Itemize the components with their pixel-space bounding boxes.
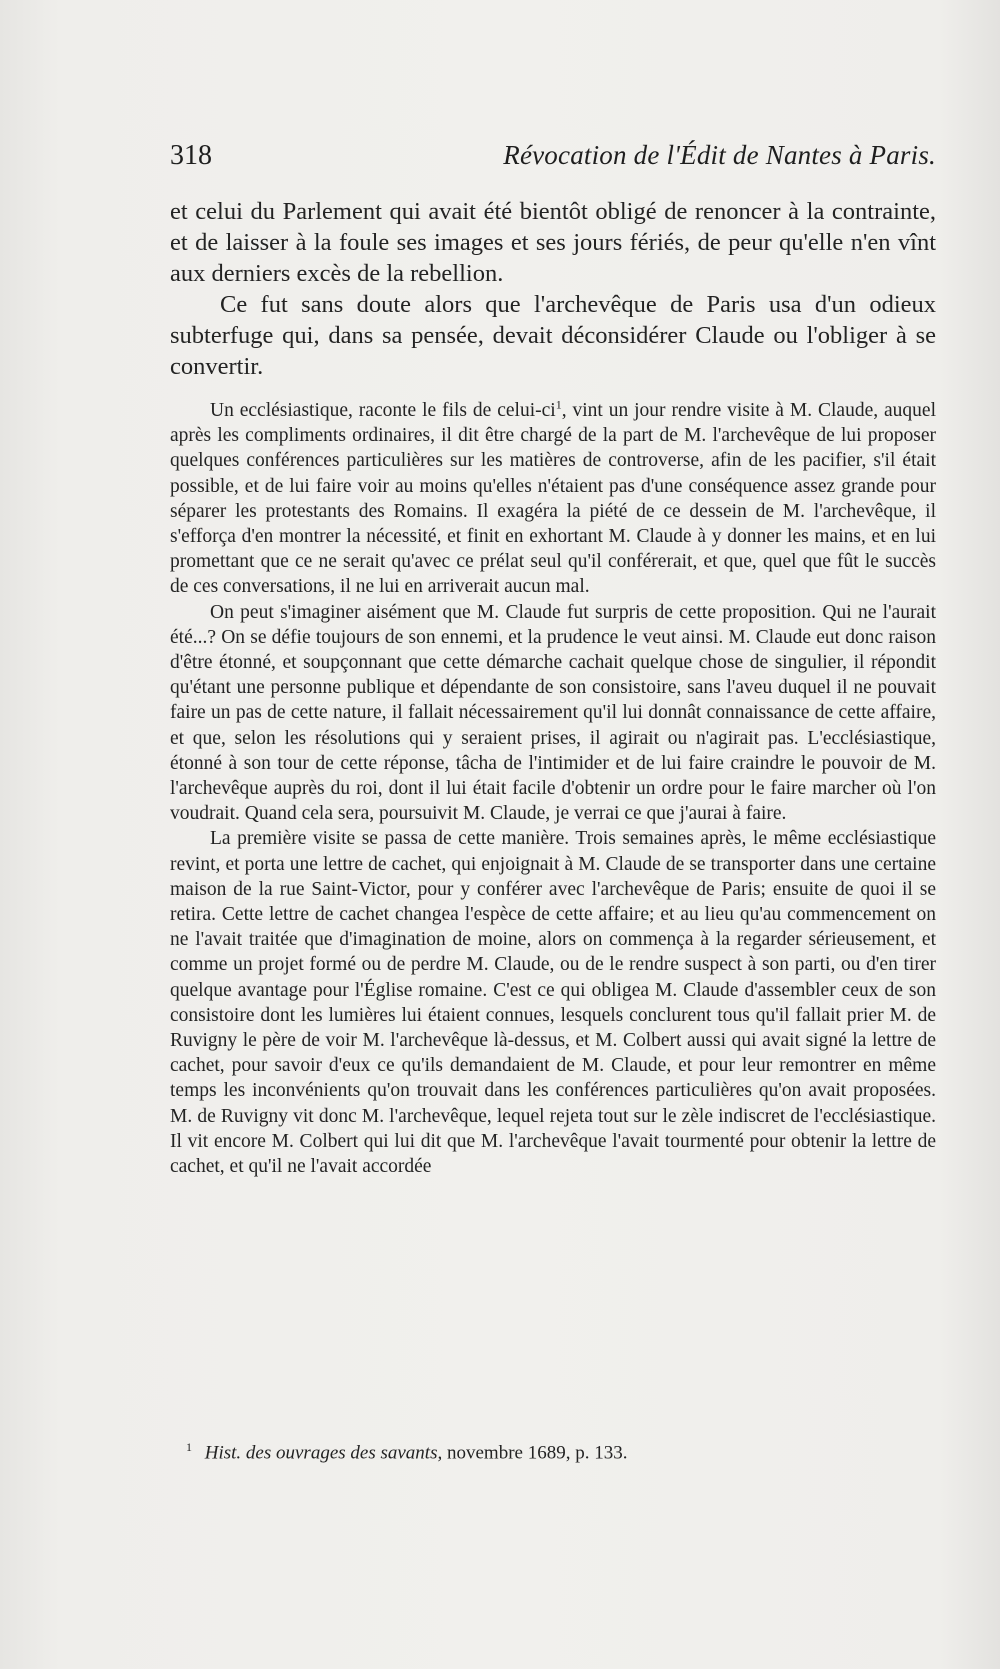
quote-text: Un ecclésiastique, raconte le fils de celui-ci — [210, 400, 556, 421]
quote-paragraph — [170, 398, 936, 600]
footnote — [186, 1440, 627, 1464]
page-header — [170, 140, 936, 180]
footnote-details: novembre 1689, p. 133. — [446, 1442, 628, 1464]
footnote-mark: 1 — [186, 1440, 192, 1454]
paragraph: Ce fut sans doute alors que l'archevêque de Paris usa d'un odieux subterfuge qui, dans sa pensée, devait déconsidérer Claude ou l'obliger à se convertir. — [170, 291, 936, 380]
page-number: 318 — [170, 140, 212, 171]
quoted-text — [170, 398, 936, 1179]
quote-paragraph: On peut s'imaginer aisément que M. Claude fut surpris de cette proposition. Qui ne l'aurait été...? On se défie toujours de son ennemi, et la prudence le veut ainsi. M. Claude eut donc raison d'être étonné, et soupçonnant que cette démarche cachait quelque chose de singulier, il répondit qu'étant une personne publique et dépendante de son consistoire, sans l'aveu duquel il ne pouvait faire un pas de cette nature, il fallait nécessairement qu'il lui donnât connaissance de cette affaire, et que, selon les résolutions qui y seraient prises, il agirait ou n'agirait pas. L'ecclésiastique, étonné à son tour de cette réponse, tâcha de l'intimider et de lui faire craindre le pouvoir de M. l'archevêque auprès du roi, dont il lui était facile d'obtenir un ordre pour le faire marcher où l'on voudrait. Quand cela sera, poursuivit M. Claude, je verrai ce que j'aurai à faire. — [170, 601, 936, 825]
paragraph: et celui du Parlement qui avait été bientôt obligé de renoncer à la contrainte, et de laisser à la foule ses images et ses jours fériés, de peur qu'elle n'en vînt aux derniers excès de la rebellion. — [170, 198, 936, 287]
running-title: Révocation de l'Édit de Nantes à Paris. — [503, 140, 936, 170]
footnote-source-title: Hist. des ouvrages des savants, — [204, 1442, 443, 1464]
main-text — [170, 196, 936, 382]
quote-paragraph: La première visite se passa de cette manière. Trois semaines après, le même ecclésiastique revint, et porta une lettre de cachet, qui enjoignait à M. Claude de se transporter dans une certaine maison de la rue Saint-Victor, pour y conférer avec l'archevêque de Paris; ensuite de quoi il se retira. Cette lettre de cachet changea l'espèce de cette affaire; et au lieu qu'au commencement on ne l'avait traitée que d'imagination de moine, alors on commença à la regarder sérieusement, et comme un projet formé ou de perdre M. Claude, ou de le rendre suspect à son parti, ou d'en tirer quelque avantage pour l'Église romaine. C'est ce qui obligea M. Claude d'assembler ceux de son consistoire dont les lumières lui étaient connues, lesquels conclurent tous qu'il fallait prier M. de Ruvigny le père de voir M. l'archevêque là-dessus, et M. Colbert aussi qui avait signé la lettre de cachet, pour savoir d'eux ce qu'ils demandaient de M. Claude, et pour leur remontrer en même temps les inconvénients qu'on trouvait dans les conférences particulières qu'on avait proposées. M. de Ruvigny vit donc M. l'archevêque, lequel rejeta tout sur le zèle indiscret de l'ecclésiastique. Il vit encore M. Colbert qui lui dit que M. l'archevêque l'avait tourmenté pour obtenir la lettre de cachet, et qu'il ne l'avait accordée — [170, 828, 936, 1178]
quote-text: , vint un jour rendre visite à M. Claude, auquel après les compliments ordinaires, il dit être chargé de la part de M. l'archevêque de lui proposer quelques conférences particulières sur les matières de controverse, afin de les pacifier, s'il était possible, et de lui faire voir au moins qu'elles n'étaient pas d'une conséquence assez grande pour séparer les protestants des Romains. Il exagéra la piété de ce dessein de M. l'archevêque, il s'efforça d'en montrer la nécessité, et finit en exhortant M. Claude à y donner les mains, et en lui promettant que ce ne serait qu'avec ce prélat seul qu'il conférerait, et que, quel que fût le succès de ces conversations, il ne lui en arriverait aucun mal. — [170, 400, 936, 598]
footnote-reference: 1 — [555, 397, 562, 412]
